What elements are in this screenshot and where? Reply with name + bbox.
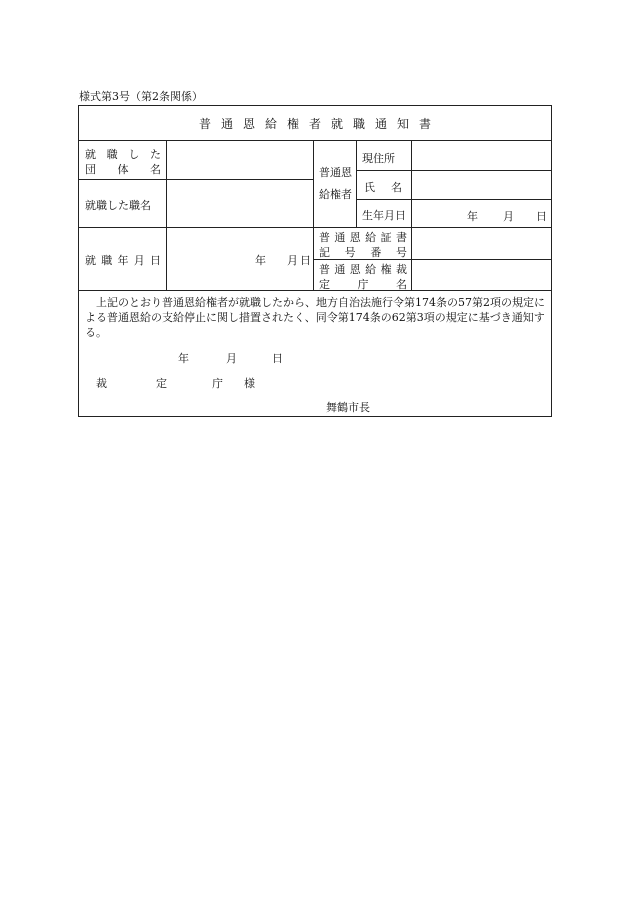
birth-month: 月 [503,210,514,223]
name-label: 氏 名 [364,181,402,194]
date-day: 日 [300,254,311,267]
org-label-line2: 団 体 名 [85,163,161,176]
recipient-char-1: 裁 [96,377,107,390]
recipient-char-3: 庁 [212,377,223,390]
office-label-line1: 普 通 恩 給 権 裁 [319,263,407,276]
sender-name: 舞鶴市長 [326,401,370,414]
address-label: 現住所 [362,152,395,165]
date-label: 就 職 年 月 日 [85,254,161,267]
sign-date-month: 月 [226,352,237,365]
date-field[interactable] [167,228,313,290]
form-title: 普通恩給権者就職通知書 [198,116,441,131]
birth-day: 日 [536,210,547,223]
cert-label-line2: 記 号 番 号 [319,246,407,259]
cert-field[interactable] [412,228,551,259]
address-field[interactable] [412,141,551,170]
birth-year: 年 [467,210,478,223]
notification-form [78,105,552,417]
rule-date-bottom [79,290,551,291]
holder-group-line2: 給権者 [319,188,352,201]
cert-label-line1: 普 通 恩 給 証 書 [319,231,407,244]
date-year: 年 [255,254,266,267]
notice-text: 上記のとおり普通恩給権者が就職したから、地方自治法施行令第174条の57第2項の規定による普通恩給の支給停止に関し措置されたく、同令第174条の62第3項の規定に基づき通知する。 [85,296,545,339]
rule-mid-col [313,140,314,290]
recipient-honorific: 様 [244,377,255,390]
job-label: 就職した職名 [85,199,151,212]
date-month: 月 [287,254,298,267]
org-field[interactable] [167,141,313,179]
birth-field[interactable] [412,200,551,227]
org-label-line1: 就 職 し た [85,148,161,161]
sign-date-year: 年 [178,352,189,365]
office-field[interactable] [412,260,551,290]
rule-holder-col [356,140,357,227]
holder-group-line1: 普通恩 [319,166,352,179]
job-field[interactable] [167,180,313,227]
form-number-caption: 様式第3号（第2条関係） [79,90,203,103]
recipient-char-2: 定 [156,377,167,390]
name-field[interactable] [412,171,551,199]
birth-label: 生年月日 [362,209,406,222]
office-label-line2: 定 庁 名 [319,278,407,291]
sign-date-day: 日 [272,352,283,365]
